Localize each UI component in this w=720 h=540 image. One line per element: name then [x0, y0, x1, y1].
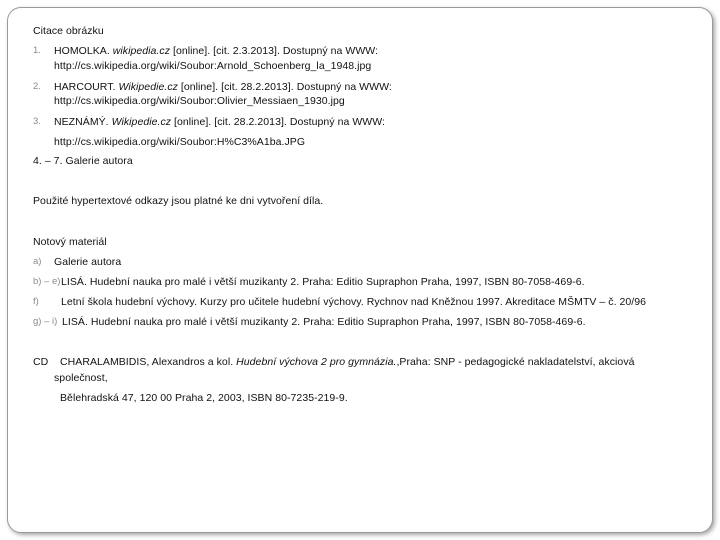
citation-3-number: 3. — [33, 116, 41, 127]
sheet-item-a-label: a) — [33, 256, 42, 267]
citation-3-author: NEZNÁMÝ. — [54, 116, 109, 128]
cd-authors: CHARALAMBIDIS, Alexandros a kol. — [60, 356, 234, 368]
citation-1-number: 1. — [33, 45, 41, 56]
cd-publisher-line2: společnost, — [54, 372, 108, 384]
citation-2-author: HARCOURT. — [54, 81, 116, 93]
citation-3 — [54, 115, 385, 129]
sheet-item-a-text: Galerie autora — [54, 256, 122, 268]
citations-heading: Citace obrázku — [33, 25, 104, 37]
cd-label: CD — [33, 356, 49, 368]
citation-1-author: HOMOLKA. — [54, 45, 110, 57]
sheet-item-f-text: Letní škola hudební výchovy. Kurzy pro učitele hudební výchovy. Rychnov nad Kněžnou 1997. Akreditace MŠMTV – č. 20/96 — [61, 296, 647, 308]
citation-3-source: Wikipedie.cz — [111, 116, 172, 128]
hyperlinks-note: Použité hypertextové odkazy jsou platné ke dni vytvoření díla. — [33, 195, 324, 207]
author-gallery-line: 4. – 7. Galerie autora — [33, 155, 133, 167]
citation-3-url[interactable]: http://cs.wikipedia.org/wiki/Soubor:H%C3%A1ba.JPG — [54, 136, 306, 148]
sheet-item-f-label: f) — [33, 296, 39, 307]
sheet-item-b-e-label: b) – e) — [33, 276, 61, 287]
citation-2-number: 2. — [33, 81, 41, 92]
citation-1 — [54, 44, 378, 58]
citation-1-details: [online]. [cit. 2.3.2013]. Dostupný na WWW: — [172, 45, 379, 57]
cd-citation — [60, 355, 635, 369]
citation-2 — [54, 80, 392, 94]
cd-publisher-line1: ,Praha: SNP - pedagogické nakladatelství, akciová — [396, 356, 635, 368]
citation-2-url[interactable]: http://cs.wikipedia.org/wiki/Soubor:Olivier_Messiaen_1930.jpg — [54, 95, 345, 107]
sheet-item-b-e-text: LISÁ. Hudební nauka pro malé i větší muzikanty 2. Praha: Editio Supraphon Praha, 1997, ISBN 80-7058-469-6. — [61, 276, 585, 288]
citation-2-source: Wikipedie.cz — [118, 81, 178, 93]
citation-1-url[interactable]: http://cs.wikipedia.org/wiki/Soubor:Arnold_Schoenberg_la_1948.jpg — [54, 60, 372, 72]
citation-1-source: wikipedia.cz — [112, 45, 171, 57]
cd-title: Hudební výchova 2 pro gymnázia. — [236, 356, 397, 368]
cd-address-line: Bělehradská 47, 120 00 Praha 2, 2003, ISBN 80-7235-219-9. — [60, 392, 348, 404]
citation-3-details: [online]. [cit. 28.2.2013]. Dostupný na WWW: — [174, 116, 385, 128]
sheet-item-g-i-label: g) – i) — [33, 316, 58, 327]
sheet-music-heading: Notový materiál — [33, 236, 107, 248]
sheet-item-g-i-text: LISÁ. Hudební nauka pro malé i větší muzikanty 2. Praha: Editio Supraphon Praha, 1997, ISBN 80-7058-469-6. — [62, 316, 586, 328]
citation-2-details: [online]. [cit. 28.2.2013]. Dostupný na WWW: — [180, 81, 392, 93]
